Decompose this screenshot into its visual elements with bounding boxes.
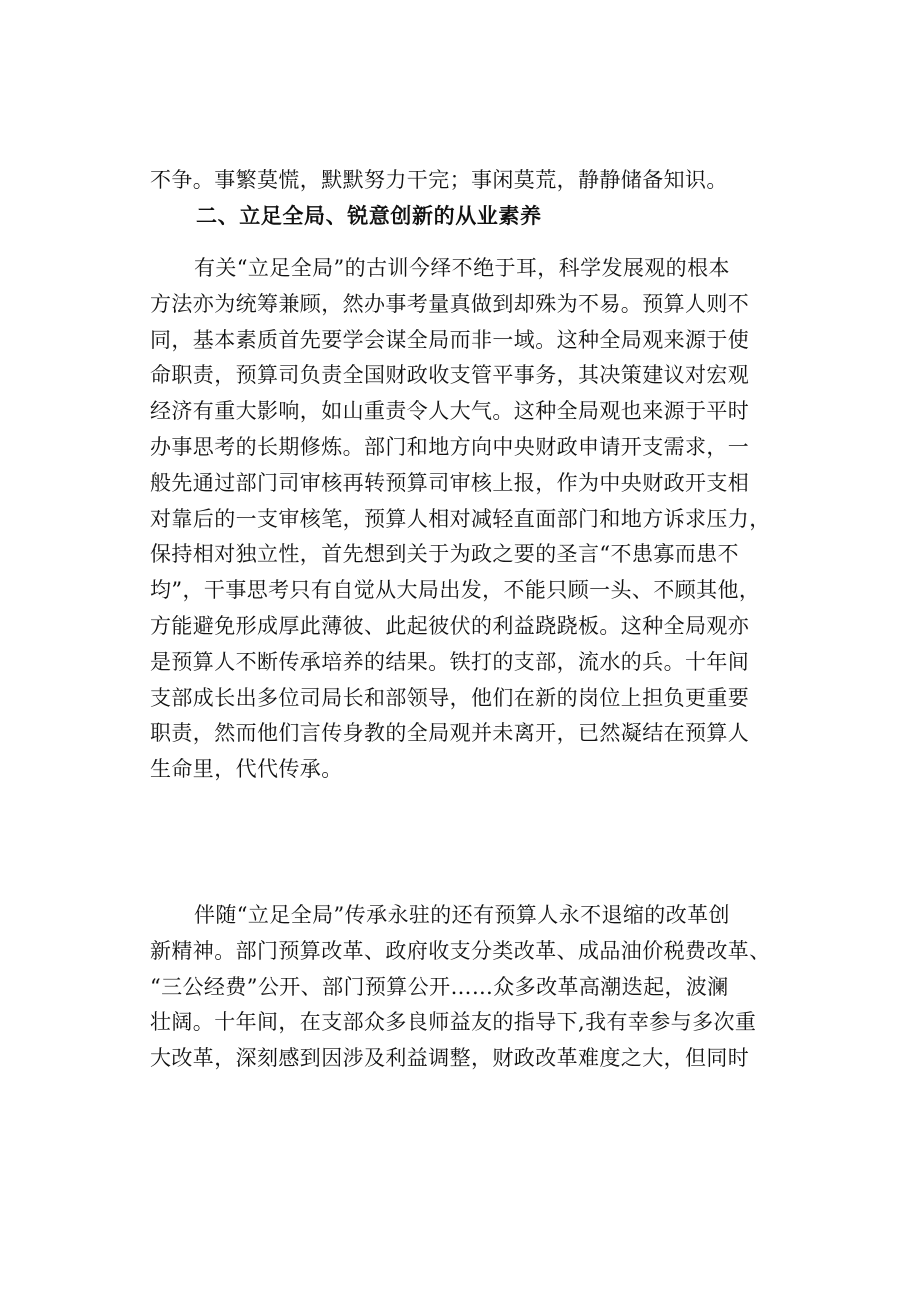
text-line: “三公经费”公开、部门预算公开……众多改革高潮迭起，波澜 xyxy=(150,974,729,999)
text-line: 保持相对独立性，首先想到关于为政之要的圣言“不患寡而患不 xyxy=(150,542,739,567)
text-line: 般先通过部门司审核再转预算司审核上报，作为中央财政开支相 xyxy=(150,470,750,495)
paragraph-1 xyxy=(150,251,810,788)
section-heading: 二、立足全局、锐意创新的从业素养 xyxy=(196,204,542,228)
text-line: 是预算人不断传承培养的结果。铁打的支部，流水的兵。十年间 xyxy=(150,649,750,674)
text-line: 伴随“立足全局”传承永驻的还有预算人永不退缩的改革创 xyxy=(194,903,730,927)
text-line: 对靠后的一支审核笔，预算人相对减轻直面部门和地方诉求压力， xyxy=(150,506,771,531)
text-line: 新精神。部门预算改革、政府收支分类改革、成品油价税费改革、 xyxy=(150,938,771,963)
text-line: 同，基本素质首先要学会谋全局而非一域。这种全局观来源于使 xyxy=(150,327,750,352)
text-line: 大改革，深刻感到因涉及利益调整，财政改革难度之大，但同时 xyxy=(150,1046,750,1071)
text-line: 办事思考的长期修炼。部门和地方向中央财政申请开支需求，一 xyxy=(150,434,750,459)
text-line: 方能避免形成厚此薄彼、此起彼伏的利益跷跷板。这种全局观亦 xyxy=(150,613,750,638)
text-line: 支部成长出多位司局长和部领导，他们在新的岗位上担负更重要 xyxy=(150,685,750,710)
text-line: 有关“立足全局”的古训今绎不绝于耳，科学发展观的根本 xyxy=(194,256,730,280)
text-line: 均”，干事思考只有自觉从大局出发，不能只顾一头、不顾其他， xyxy=(150,578,761,603)
text-line: 命职责，预算司负责全国财政收支管平事务，其决策建议对宏观 xyxy=(150,363,750,388)
text-line: 不争。事繁莫慌，默默努力干完；事闲莫荒，静静储备知识。 xyxy=(150,168,728,192)
carryover-text xyxy=(150,163,810,199)
paragraph-2 xyxy=(150,898,810,1077)
text-line: 方法亦为统筹兼顾，然办事考量真做到却殊为不易。预算人则不 xyxy=(150,291,750,316)
text-line: 生命里，代代传承。 xyxy=(150,757,343,782)
text-line: 经济有重大影响，如山重责令人大气。这种全局观也来源于平时 xyxy=(150,399,750,424)
text-line: 职责，然而他们言传身教的全局观并未离开，已然凝结在预算人 xyxy=(150,721,750,746)
text-line: 壮阔。十年间，在支部众多良师益友的指导下,我有幸参与多次重 xyxy=(150,1010,757,1035)
